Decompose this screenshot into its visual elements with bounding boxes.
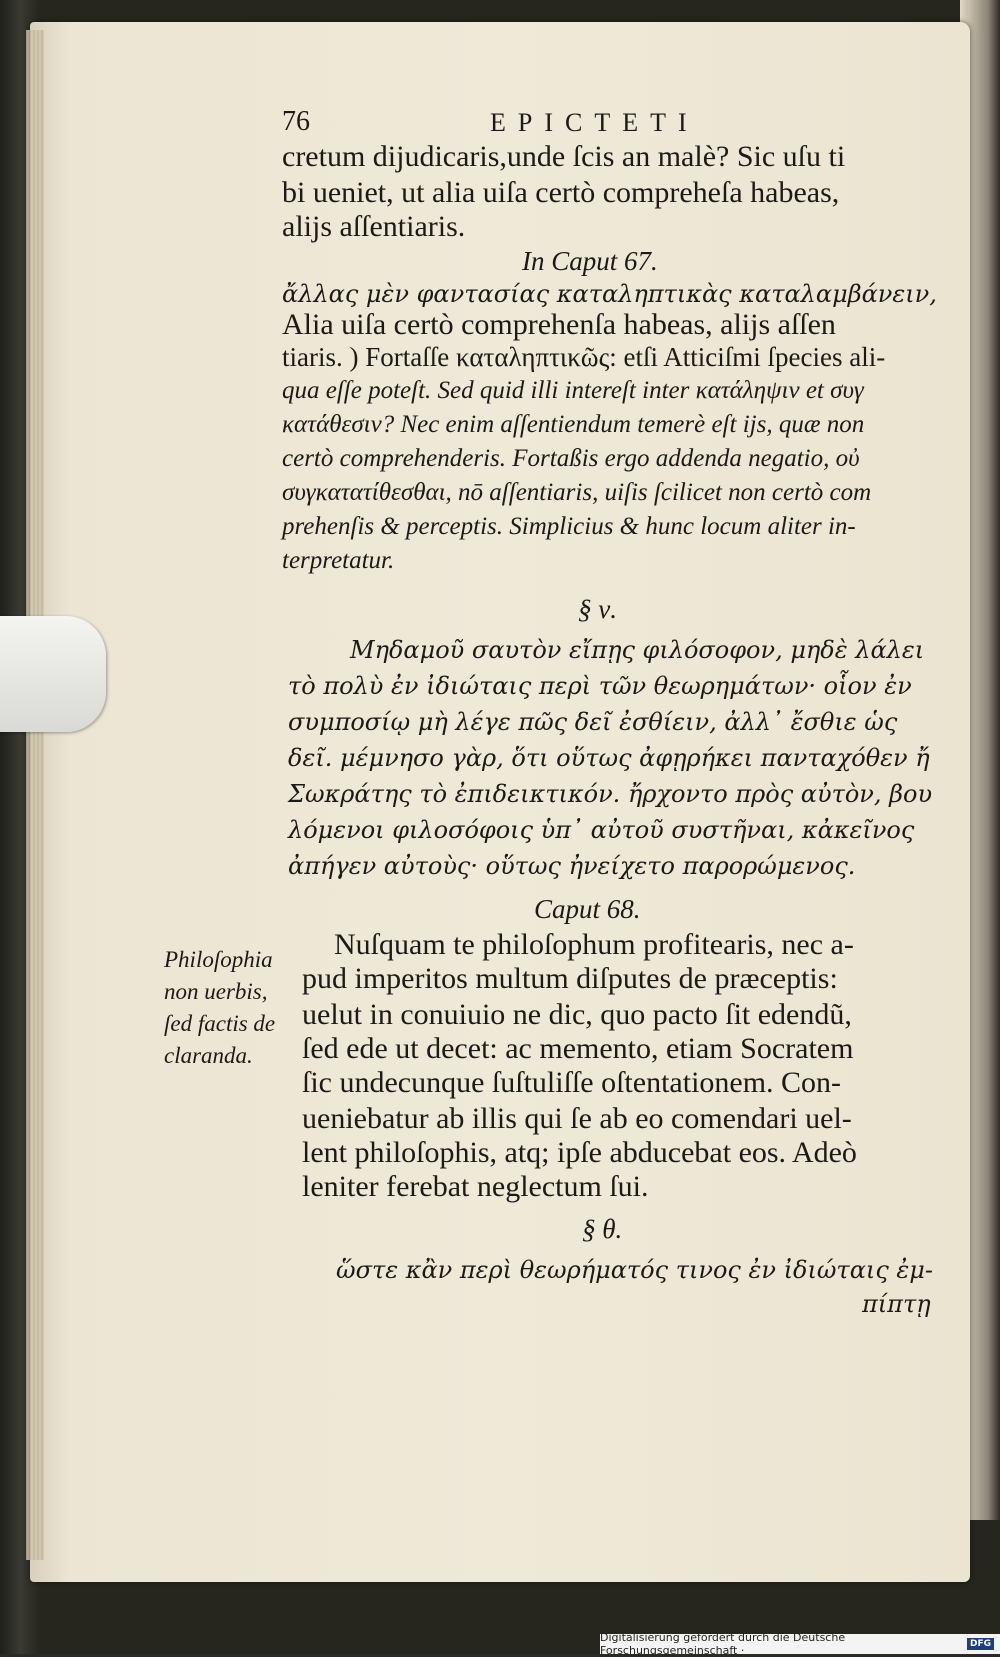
page-stack-edge <box>26 30 44 1560</box>
text-line: cretum dijudicaris,unde ſcis an malè? Sic uſu ti <box>282 140 846 173</box>
dfg-logo: DFG <box>967 1638 994 1650</box>
greek-line: δεῖ. μέμνησο γὰρ, ὅτι οὕτως ἀφῃρήκει πανταχόθεν ἤ <box>288 744 930 772</box>
bookmark-strip <box>0 616 106 732</box>
text-line: ſed ede ut decet: ac memento, etiam Socratem <box>302 1032 854 1065</box>
text-line: Alia uiſa certò comprehenſa habeas, alijs aſſen <box>282 308 836 341</box>
page-number: 76 <box>282 106 310 137</box>
text-line: alijs aſſentiaris. <box>282 210 466 243</box>
margin-note-line: non uerbis, <box>164 979 268 1004</box>
text-line: ſic undecunque ſuſtuliſſe oſtentationem. Con- <box>302 1066 842 1099</box>
greek-line: ὥστε κἂν περὶ θεωρήματός τινος ἐν ἰδιώταις ἐμ- <box>336 1256 933 1284</box>
text-line: bi ueniet, ut alia uiſa certò compreheſa habeas, <box>282 176 840 209</box>
text-line: tiaris. ) Fortaſſe καταληπτικῶς: etſi Atticiſmi ſpecies ali- <box>282 342 886 372</box>
greek-line: Μηδαμοῦ σαυτὸν εἴπῃς φιλόσοφον, μηδὲ λάλει <box>350 636 925 664</box>
section-mark: § ν. <box>578 594 617 624</box>
commentary-line: certò comprehenderis. Fortaßis ergo addenda negatio, οὐ <box>282 445 860 472</box>
digitization-credit <box>600 1631 1000 1657</box>
chapter-heading: Caput 68. <box>534 894 641 924</box>
text-line: lent philoſophis, atq; ipſe abducebat eos. Adeò <box>302 1136 857 1169</box>
section-heading: In Caput 67. <box>522 246 658 276</box>
greek-line: τὸ πολὺ ἐν ἰδιώταις περὶ τῶν θεωρημάτων· οἷον ἐν <box>288 672 912 700</box>
commentary-line: κατάθεσιν? Nec enim aſſentiendum temerè eſt ijs, quæ non <box>282 411 865 438</box>
text-line: pud imperitos multum diſputes de præceptis: <box>302 962 838 995</box>
margin-note-line: ſed factis de <box>164 1011 276 1036</box>
greek-line: Σωκράτης τὸ ἐπιδεικτικόν. ἤρχοντο πρὸς αὐτὸν, βου <box>288 780 933 808</box>
greek-line: ἀπήγεν αὐτοὺς· οὕτως ἠνείχετο παρορώμενος. <box>288 852 856 880</box>
section-mark: § θ. <box>582 1214 623 1244</box>
text-line: ueniebatur ab illis qui ſe ab eo comendari uel- <box>302 1102 852 1135</box>
commentary-line: qua eſſe poteſt. Sed quid illi intereſt inter κατάληψιν et συγ <box>282 377 864 404</box>
greek-line: ἄλλας μὲν φαντασίας καταληπτικὰς καταλαμβάνειν, <box>282 280 937 308</box>
greek-line: πίπτῃ <box>862 1290 931 1318</box>
commentary-line: prehenſis & perceptis. Simplicius & hunc locum aliter in- <box>282 513 856 540</box>
credit-text: Digitalisierung gefördert durch die Deutsche Forschungsgemeinschaft · <box>600 1631 846 1657</box>
commentary-line: συγκατατίθεσθαι, nō aſſentiaris, uiſis ſcilicet non certò com <box>282 479 872 506</box>
text-line: Nuſquam te philoſophum profitearis, nec a- <box>334 928 854 961</box>
margin-note-line: Philoſophia <box>164 947 273 972</box>
text-line: leniter ferebat neglectum ſui. <box>302 1170 649 1203</box>
greek-line: συμποσίῳ μὴ λέγε πῶς δεῖ ἐσθίειν, ἀλλ᾽ ἔσθιε ὡς <box>288 708 898 736</box>
running-title: EPICTETI <box>490 108 699 137</box>
text-line: uelut in conuiuio ne dic, quo pacto ſit edendũ, <box>302 998 852 1031</box>
greek-line: λόμενοι φιλοσόφοις ὑπ᾽ αὐτοῦ συστῆναι, κἀκεῖνος <box>288 816 915 844</box>
commentary-line: terpretatur. <box>282 547 395 574</box>
margin-note-line: claranda. <box>164 1043 253 1068</box>
